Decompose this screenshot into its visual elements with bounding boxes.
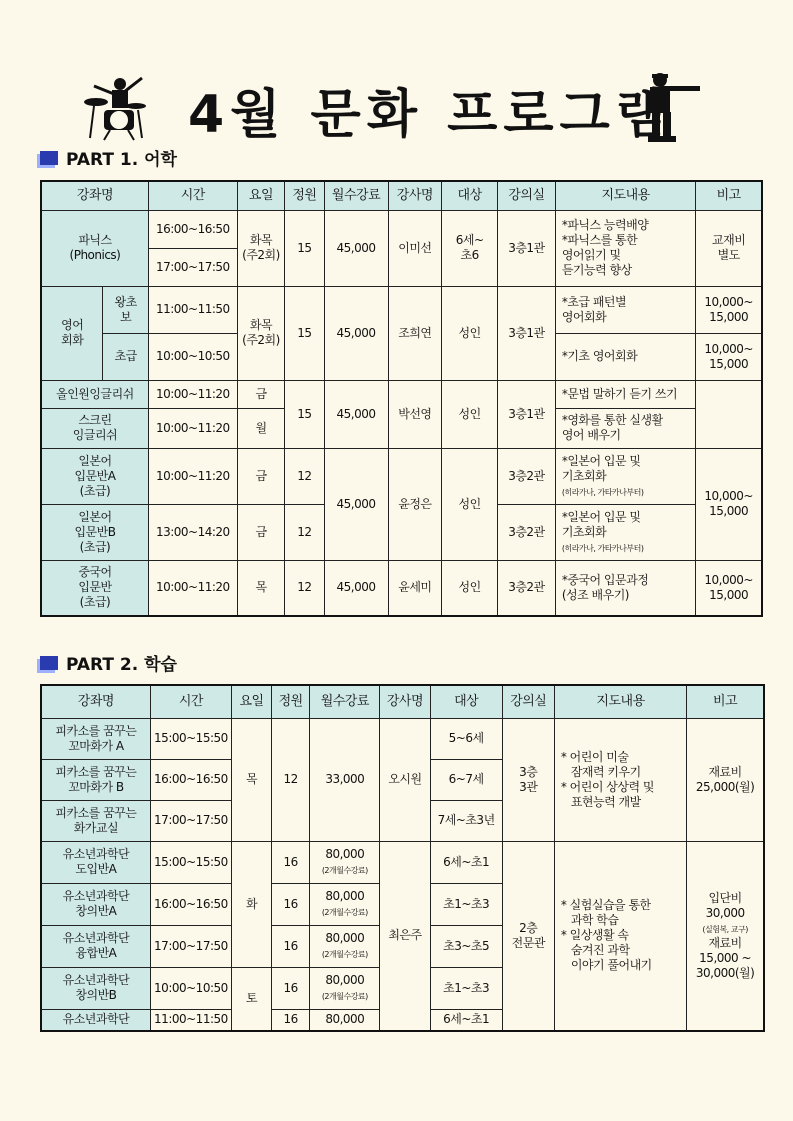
- time-cell: 15:00~15:50: [150, 718, 231, 759]
- part1-table: [40, 180, 763, 617]
- course-name: 피카소를 꿈꾸는 꼬마화가 B: [41, 759, 150, 800]
- capacity-cell: 12: [285, 560, 324, 616]
- room-cell: 3층1관: [498, 380, 556, 448]
- table-row: [41, 448, 762, 504]
- course-name: 유소년과학단: [41, 1009, 150, 1031]
- time-cell: 10:00~11:20: [148, 380, 237, 408]
- part2-heading-text: PART 2. 학습: [66, 655, 177, 675]
- capacity-cell: 16: [272, 1009, 310, 1031]
- day-cell: 화목 (주2회): [237, 210, 285, 286]
- course-name: 영어 회화: [41, 286, 103, 380]
- day-cell: 금: [237, 504, 285, 560]
- target-cell: 성인: [442, 560, 498, 616]
- table-row: [41, 210, 762, 248]
- day-cell: 화: [232, 841, 272, 967]
- table-row: [41, 718, 764, 759]
- header-content: 지도내용: [555, 181, 695, 210]
- table-header-row: [41, 181, 762, 210]
- time-cell: 17:00~17:50: [150, 800, 231, 841]
- capacity-cell: 16: [272, 967, 310, 1009]
- time-cell: 16:00~16:50: [150, 883, 231, 925]
- table-row: [41, 380, 762, 408]
- capacity-cell: 12: [272, 718, 310, 841]
- course-name: 일본어 입문반B (초급): [41, 504, 148, 560]
- page-title: 4월 문화 프로그램: [188, 85, 673, 145]
- header-course: 강좌명: [41, 181, 148, 210]
- target-cell: 성인: [442, 286, 498, 380]
- fee-cell: 80,000: [310, 1009, 380, 1031]
- room-cell: 3층1관: [498, 286, 556, 380]
- course-name: 유소년과학단 창의반B: [41, 967, 150, 1009]
- part2-table: [40, 684, 765, 1032]
- fee-cell: 33,000: [310, 718, 380, 841]
- content-cell: *일본어 입문 및 기초회화 (히라가나, 가타카나부터): [555, 448, 695, 504]
- content-cell: *초급 패턴별 영어회화: [555, 286, 695, 333]
- time-cell: 11:00~11:50: [148, 286, 237, 333]
- teacher-cell: 조희연: [388, 286, 442, 380]
- heading-bullet-icon: [40, 151, 58, 165]
- part1-heading: [40, 145, 177, 170]
- header-capacity: 정원: [272, 685, 310, 718]
- day-cell: 금: [237, 448, 285, 504]
- course-name: 피카소를 꿈꾸는 꼬마화가 A: [41, 718, 150, 759]
- course-name: 피카소를 꿈꾸는 화가교실: [41, 800, 150, 841]
- fee-cell: 45,000: [324, 560, 388, 616]
- capacity-cell: 16: [272, 883, 310, 925]
- time-cell: 15:00~15:50: [150, 841, 231, 883]
- course-subname: 왕초 보: [103, 286, 148, 333]
- target-cell: 성인: [442, 448, 498, 560]
- note-cell: [696, 380, 762, 448]
- course-name: 유소년과학단 도입반A: [41, 841, 150, 883]
- content-cell: *영화를 통한 실생활 영어 배우기: [555, 408, 695, 448]
- note-cell: 10,000~ 15,000: [696, 560, 762, 616]
- target-cell: 초1~초3: [430, 967, 502, 1009]
- content-cell: *문법 말하기 듣기 쓰기: [555, 380, 695, 408]
- content-cell: *기초 영어회화: [555, 333, 695, 380]
- capacity-cell: 12: [285, 504, 324, 560]
- time-cell: 16:00~16:50: [150, 759, 231, 800]
- course-name: 유소년과학단 융합반A: [41, 925, 150, 967]
- header-time: 시간: [150, 685, 231, 718]
- teacher-cell: 박선영: [388, 380, 442, 448]
- note-cell: 교재비 별도: [696, 210, 762, 286]
- header-day: 요일: [237, 181, 285, 210]
- header-target: 대상: [430, 685, 502, 718]
- room-cell: 3층2관: [498, 448, 556, 504]
- note-cell: 10,000~ 15,000: [696, 286, 762, 333]
- header-note: 비고: [687, 685, 764, 718]
- day-cell: 월: [237, 408, 285, 448]
- day-cell: 목: [232, 718, 272, 841]
- header-note: 비고: [696, 181, 762, 210]
- note-cell: 재료비 25,000(월): [687, 718, 764, 841]
- time-cell: 17:00~17:50: [148, 248, 237, 286]
- target-cell: 6~7세: [430, 759, 502, 800]
- target-cell: 6세~초1: [430, 1009, 502, 1031]
- course-name: 일본어 입문반A (초급): [41, 448, 148, 504]
- table-row: [41, 560, 762, 616]
- teacher-cell: 윤세미: [388, 560, 442, 616]
- room-cell: 3층2관: [498, 560, 556, 616]
- time-cell: 10:00~11:20: [148, 448, 237, 504]
- header-fee: 월수강료: [310, 685, 380, 718]
- target-cell: 7세~초3년: [430, 800, 502, 841]
- note-cell: 10,000~ 15,000: [696, 333, 762, 380]
- fee-cell: 80,000 (2개월수강료): [310, 883, 380, 925]
- capacity-cell: 12: [285, 448, 324, 504]
- header-content: 지도내용: [554, 685, 686, 718]
- part2-heading: [40, 650, 177, 675]
- fee-cell: 45,000: [324, 210, 388, 286]
- header-room: 강의실: [502, 685, 554, 718]
- header-capacity: 정원: [285, 181, 324, 210]
- content-cell: *파닉스 능력배양 *파닉스를 통한 영어읽기 및 듣기능력 향상: [555, 210, 695, 286]
- target-cell: 6세~초1: [430, 841, 502, 883]
- target-cell: 초3~초5: [430, 925, 502, 967]
- fee-cell: 45,000: [324, 380, 388, 448]
- header-fee: 월수강료: [324, 181, 388, 210]
- teacher-cell: 윤정은: [388, 448, 442, 560]
- room-cell: 2층 전문관: [502, 841, 554, 1031]
- target-cell: 5~6세: [430, 718, 502, 759]
- note-cell: 10,000~ 15,000: [696, 448, 762, 560]
- time-cell: 13:00~14:20: [148, 504, 237, 560]
- course-name: 중국어 입문반 (초급): [41, 560, 148, 616]
- part1-heading-text: PART 1. 어학: [66, 150, 177, 170]
- time-cell: 10:00~11:20: [148, 408, 237, 448]
- fee-cell: 45,000: [324, 286, 388, 380]
- time-cell: 16:00~16:50: [148, 210, 237, 248]
- header-teacher: 강사명: [380, 685, 430, 718]
- time-cell: 17:00~17:50: [150, 925, 231, 967]
- content-cell: * 어린이 미술 잠재력 키우기 * 어린이 상상력 및 표현능력 개발: [554, 718, 686, 841]
- course-name: 유소년과학단 창의반A: [41, 883, 150, 925]
- capacity-cell: 16: [272, 925, 310, 967]
- header-room: 강의실: [498, 181, 556, 210]
- header-teacher: 강사명: [388, 181, 442, 210]
- fee-cell: 80,000 (2개월수강료): [310, 967, 380, 1009]
- time-cell: 10:00~10:50: [148, 333, 237, 380]
- capacity-cell: 15: [285, 210, 324, 286]
- fee-cell: 80,000 (2개월수강료): [310, 841, 380, 883]
- teacher-cell: 이미선: [388, 210, 442, 286]
- capacity-cell: 16: [272, 841, 310, 883]
- time-cell: 11:00~11:50: [150, 1009, 231, 1031]
- content-cell: *중국어 입문과정 (성조 배우기): [555, 560, 695, 616]
- header-target: 대상: [442, 181, 498, 210]
- fee-cell: 80,000 (2개월수강료): [310, 925, 380, 967]
- target-cell: 6세~ 초6: [442, 210, 498, 286]
- capacity-cell: 15: [285, 380, 324, 448]
- course-name: 올인원잉글리쉬: [41, 380, 148, 408]
- content-cell: * 실험실습을 통한 과학 학습 * 일상생활 속 숨겨진 과학 이야기 풀어내기: [554, 841, 686, 1031]
- room-cell: 3층1관: [498, 210, 556, 286]
- course-name: 스크린 잉글리쉬: [41, 408, 148, 448]
- table-row: [41, 286, 762, 333]
- course-subname: 초급: [103, 333, 148, 380]
- header-course: 강좌명: [41, 685, 150, 718]
- fee-cell: 45,000: [324, 448, 388, 560]
- table-header-row: [41, 685, 764, 718]
- header-time: 시간: [148, 181, 237, 210]
- room-cell: 3층 3관: [502, 718, 554, 841]
- teacher-cell: 오시원: [380, 718, 430, 841]
- heading-bullet-icon: [40, 656, 58, 670]
- time-cell: 10:00~11:20: [148, 560, 237, 616]
- day-cell: 토: [232, 967, 272, 1031]
- target-cell: 초1~초3: [430, 883, 502, 925]
- day-cell: 화목 (주2회): [237, 286, 285, 380]
- table-row: [41, 841, 764, 883]
- note-cell: 입단비 30,000 (실험복, 교구) 재료비 15,000 ~ 30,000(월): [687, 841, 764, 1031]
- target-cell: 성인: [442, 380, 498, 448]
- time-cell: 10:00~10:50: [150, 967, 231, 1009]
- capacity-cell: 15: [285, 286, 324, 380]
- content-cell: *일본어 입문 및 기초회화 (히라가나, 가타카나부터): [555, 504, 695, 560]
- drummer-icon: [80, 72, 150, 142]
- teacher-cell: 최은주: [380, 841, 430, 1031]
- room-cell: 3층2관: [498, 504, 556, 560]
- day-cell: 목: [237, 560, 285, 616]
- course-name: 파닉스 (Phonics): [41, 210, 148, 286]
- day-cell: 금: [237, 380, 285, 408]
- header-day: 요일: [232, 685, 272, 718]
